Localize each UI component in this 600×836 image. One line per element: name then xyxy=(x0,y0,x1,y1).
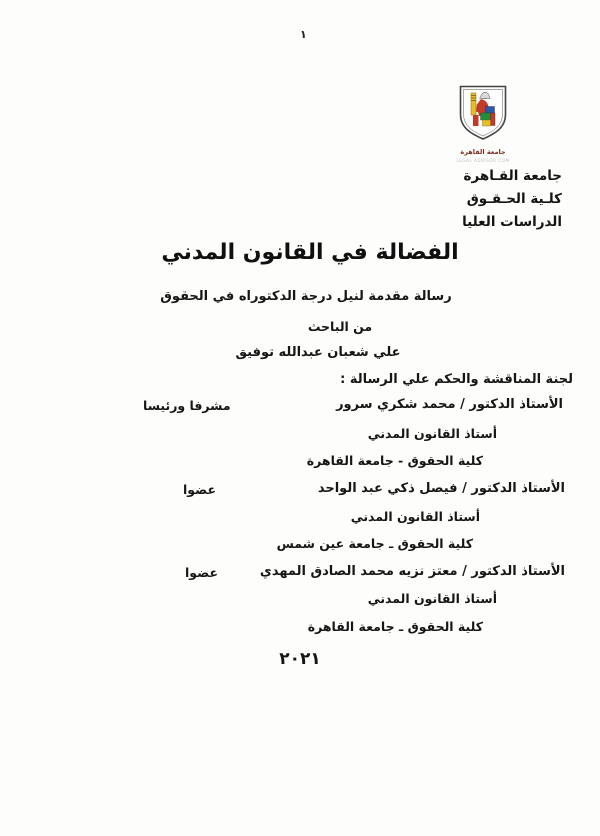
header-faculty: كلـية الحـقـوق xyxy=(466,191,562,207)
thesis-title: الفضالة في القانون المدني xyxy=(161,240,459,265)
year: ٢٠٢١ xyxy=(279,649,321,669)
logo-watermark-text: LEGAL ADVISOR COM xyxy=(456,158,510,163)
faculty-header xyxy=(462,165,562,234)
committee-member-affiliation: كلية الحقوق ـ جامعة القاهرة xyxy=(307,619,483,634)
committee-member-name: الأستاذ الدكتور / فيصل ذكي عبد الواحد xyxy=(317,481,565,496)
researcher-name: علي شعبان عبدالله توفيق xyxy=(235,345,401,360)
committee-member-role: عضوا xyxy=(183,482,216,497)
committee-member-position: أستاذ القانون المدني xyxy=(367,426,497,441)
committee-member-role: عضوا xyxy=(185,565,218,580)
thesis-subtitle: رسالة مقدمة لنيل درجة الدكتوراه في الحقوق xyxy=(160,289,452,304)
committee-member-position: أستاذ القانون المدني xyxy=(367,591,497,606)
committee-member-name: الأستاذ الدكتور / محمد شكري سرور xyxy=(336,397,563,412)
committee-member-position: أستاذ القانون المدني xyxy=(350,509,480,524)
header-department: الدراسات العليا xyxy=(462,214,562,230)
header-university: جامعة القـاهرة xyxy=(463,168,562,184)
by-researcher-label: من الباحث xyxy=(307,319,373,334)
university-shield-icon xyxy=(458,126,508,145)
committee-member-role: مشرفا ورئيسا xyxy=(143,398,231,413)
committee-member-affiliation: كلية الحقوق - جامعة القاهرة xyxy=(306,453,483,468)
committee-member-name: الأستاذ الدكتور / معتز نزيه محمد الصادق المهدي xyxy=(259,564,565,579)
page-number: ١ xyxy=(300,28,307,41)
logo-caption: جامعة القاهرة xyxy=(460,148,506,156)
committee-heading: لجنة المناقشة والحكم علي الرسالة : xyxy=(340,372,573,387)
committee-member-affiliation: كلية الحقوق ـ جامعة عين شمس xyxy=(276,536,473,551)
cairo-university-logo xyxy=(445,85,521,163)
